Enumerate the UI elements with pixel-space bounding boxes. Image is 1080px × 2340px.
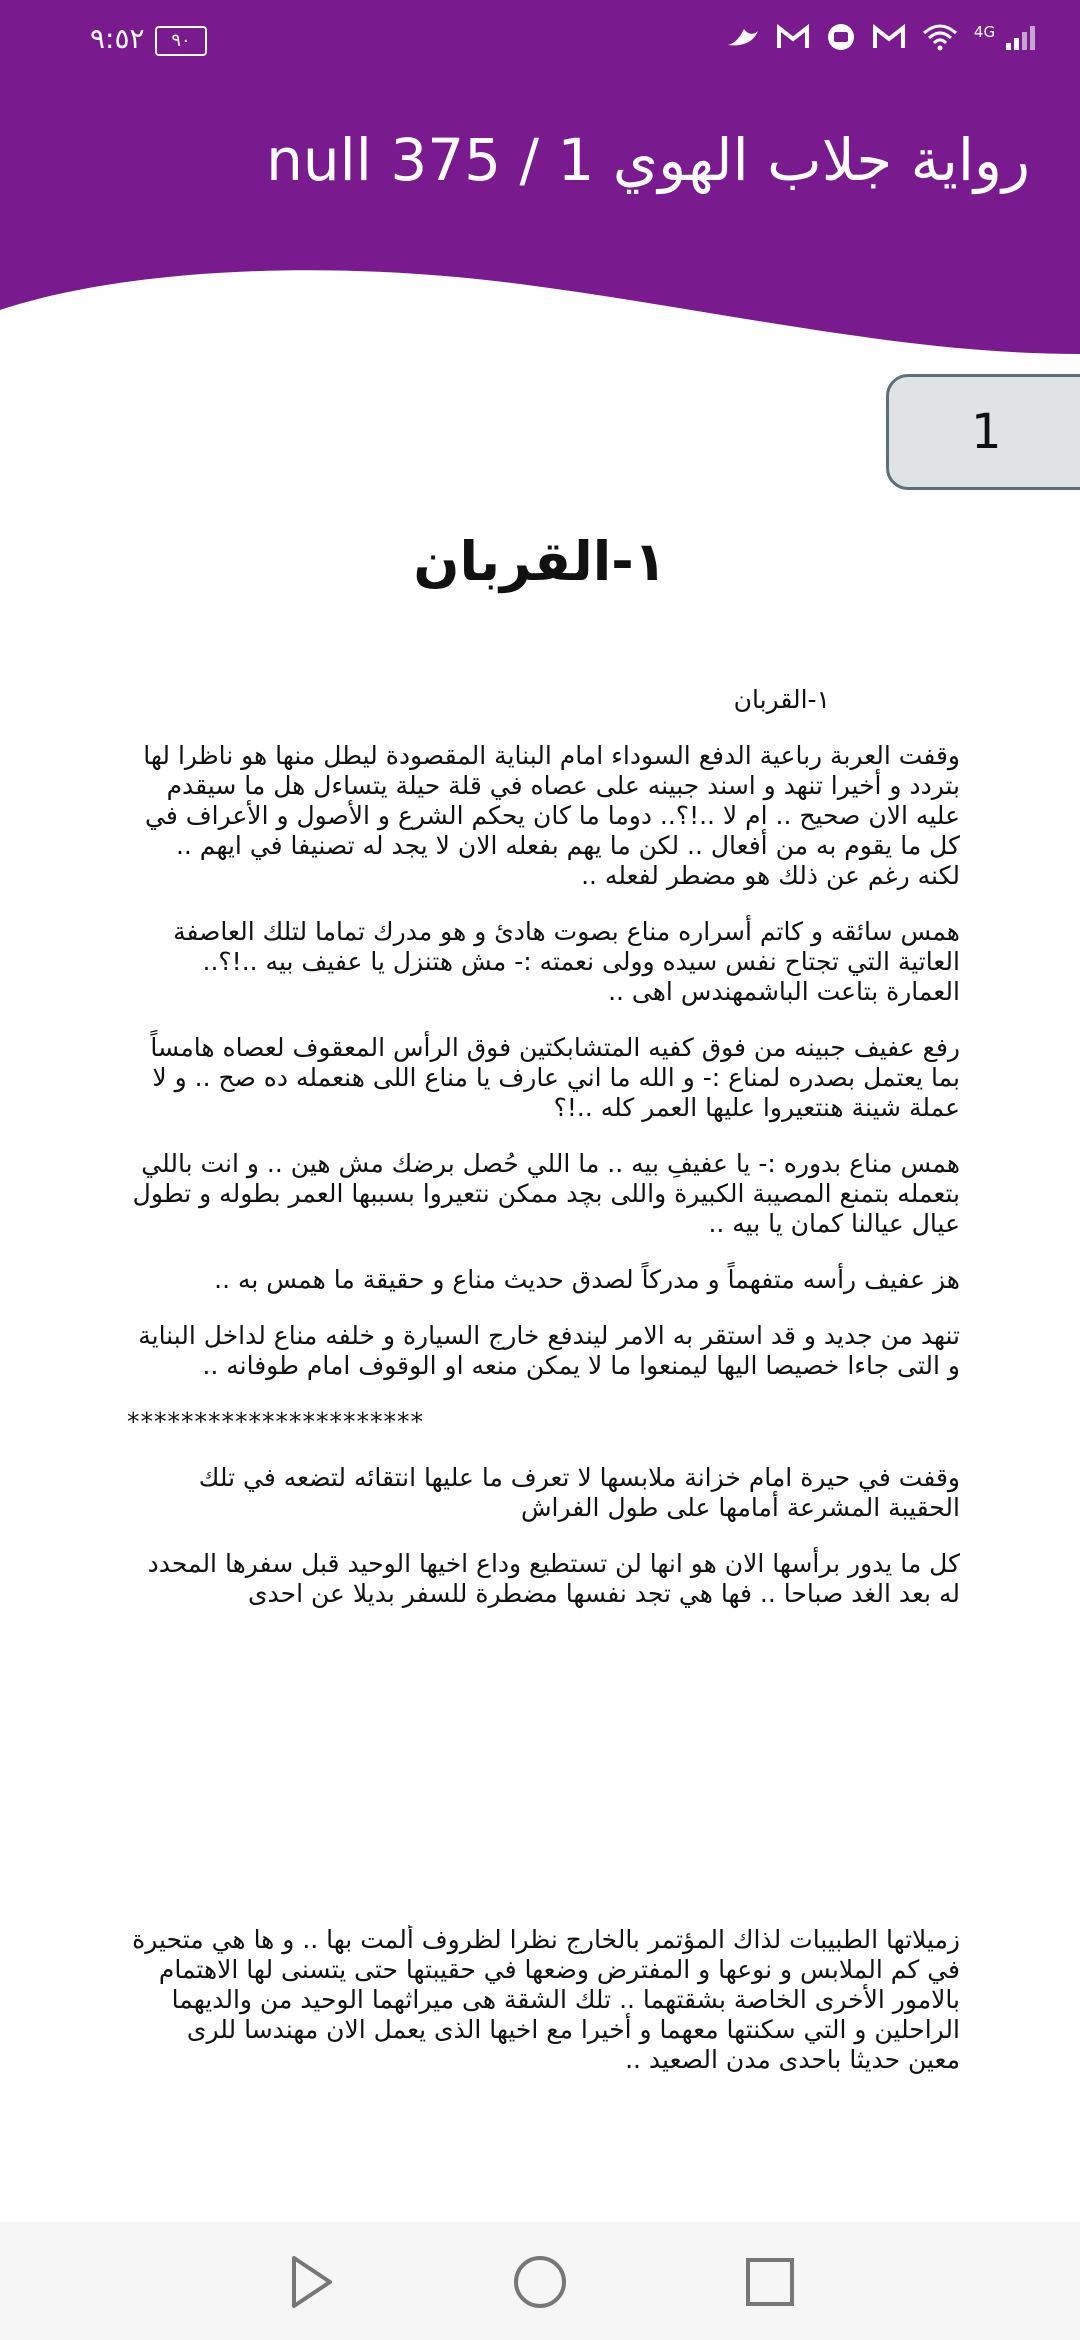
signal-icon (974, 23, 1038, 58)
gmail-icon (872, 24, 906, 57)
chapter-content (127, 685, 960, 1635)
battery-icon: ٩٠ (155, 26, 207, 56)
navigation-bar (0, 2222, 1080, 2340)
chapter-heading: ١-القربان (413, 530, 667, 593)
paragraph: همس مناع بدوره :- يا عفيفِ بيه .. ما اللي حُصل برضك مش هين .. و انت باللي بتعمله بتمنع المصيبة الكبيرة واللى بچد ممكن نتعيروا بسببها العمر بطوله و تطول عيال عيالنا كمان يا بيه .. (132, 1149, 960, 1238)
paragraph: زميلاتها الطبيبات لذاك المؤتمر بالخارج نظرا لظروف ألمت بها .. و ها هي متحيرة في كم الملابس و نوعها و المفترض وضعها في حقيبتها حتى يتسنى لها الاهتمام بالامور الأخرى الخاصة بشقتهما .. تلك الشقة هى ميراثهما الوحيد من والديهما الراحلين و التي سكنتها معهما و أخيرا مع اخيها الذى يعمل الان مهندسا للرى معين حديثا باحدى مدن الصعيد .. (132, 1925, 960, 2074)
page-title: رواية جلاب الهوي 1 / 375 null (266, 126, 1030, 194)
status-time: ٩:٥٢ (90, 22, 145, 55)
back-icon[interactable] (278, 2250, 342, 2314)
wifi-icon (922, 23, 958, 58)
header-wave (0, 250, 1080, 360)
separator: ********************** (127, 1407, 424, 1436)
status-icons (726, 22, 1038, 59)
paragraph: تنهد من جديد و قد استقر به الامر ليندفع خارج السيارة و خلفه مناع لداخل البناية و التى جاءا خصيصا اليها ليمنعوا ما لا يمكن منعه او الوقوف امام طوفانه .. (138, 1321, 960, 1380)
status-bar (0, 0, 1080, 84)
app-header (0, 84, 1080, 254)
paragraph: رفع عفيف جبينه من فوق كفيه المتشابكتين فوق الرأس المعقوف لعصاه هامساً بما يعتمل بصدره لمناع :- و الله ما اني عارف يا مناع اللى هنعمله ده صح .. و لا عملة شينة هنتعيروا عليها العمر كله ..!؟ (150, 1033, 960, 1122)
page-number: 1 (971, 404, 1002, 460)
paragraph: همس سائقه و كاتم أسراره مناع بصوت هادئ و هو مدرك تماما لتلك العاصفة العاتية التي تجتاح نفس سيده وولى نعمته :- مش هتنزل يا عفيف بيه ..!؟.. العمارة بتاعت الباشمهندس اهى .. (173, 917, 960, 1006)
home-icon[interactable] (508, 2250, 572, 2314)
paragraph: وقفت في حيرة امام خزانة ملابسها لا تعرف ما عليها انتقائه لتضعه في تلك الحقيبة المشرعة أمامها على طول الفراش (198, 1463, 960, 1522)
paragraph: كل ما يدور برأسها الان هو انها لن تستطيع وداع اخيها الوحيد قبل سفرها المحدد له بعد الغد صباحا .. فها هي تجد نفسها مضطرة للسفر بديلا عن احدى (147, 1549, 960, 1608)
notification-icon (826, 22, 856, 59)
paragraph: هز عفيف رأسه متفهماً و مدركاً لصدق حديث مناع و حقيقة ما همس به .. (214, 1265, 960, 1294)
recents-icon[interactable] (738, 2250, 802, 2314)
chapter-subheading: ١-القربان (733, 685, 830, 714)
gmail-icon (776, 24, 810, 57)
paragraph: وقفت العربة رباعية الدفع السوداء امام البناية المقصودة ليطل منها هو ناظرا لها بتردد و أخيرا تنهد و اسند جبينه على عصاه في قلة حيلة يتساءل هل ما سيقدم عليه الان صحيح .. ام لا ..!؟.. دوما ما كان يحكم الشرع و الأصول و الأعراف في كل ما يقوم به من أفعال .. لكن ما يهم بفعله الان لا يجد له تصنيفا في ايهم .. لكنه رغم عن ذلك هو مضطر لفعله .. (143, 741, 960, 890)
network-type: 4G (973, 23, 996, 41)
bird-icon (726, 23, 760, 58)
page-number-badge[interactable] (886, 374, 1080, 490)
